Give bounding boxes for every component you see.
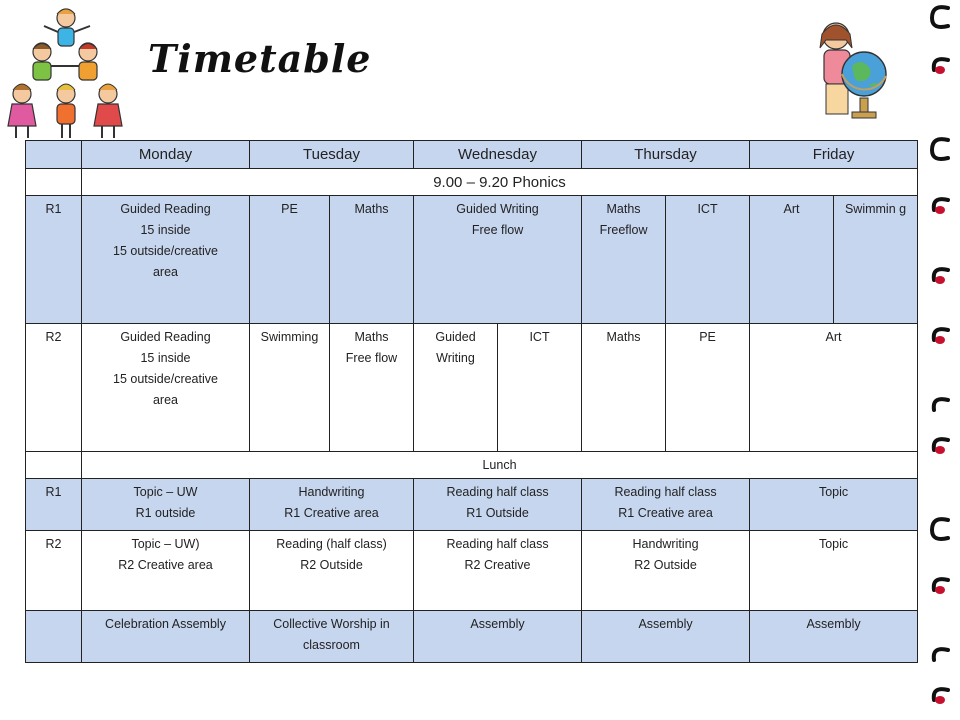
r1-swimming-cell: Swimmin g bbox=[834, 196, 918, 324]
r1-monday-cell: Guided Reading 15 inside 15 outside/creative area bbox=[82, 196, 250, 324]
day-header-tuesday: Tuesday bbox=[250, 141, 414, 169]
timetable-grid bbox=[25, 140, 918, 663]
day-header-monday: Monday bbox=[82, 141, 250, 169]
r2-ict-cell: ICT bbox=[498, 324, 582, 452]
table-row-r1-afternoon bbox=[26, 479, 918, 531]
r1-guided-writing-cell: Guided Writing Free flow bbox=[414, 196, 582, 324]
assembly-tuesday-cell: Collective Worship in classroom bbox=[250, 611, 414, 663]
page-title: Timetable bbox=[148, 36, 372, 81]
row-label-r2: R2 bbox=[26, 324, 82, 452]
row-label-r1: R1 bbox=[26, 196, 82, 324]
r1-ict-cell: ICT bbox=[666, 196, 750, 324]
day-header-thursday: Thursday bbox=[582, 141, 750, 169]
day-header-wednesday: Wednesday bbox=[414, 141, 582, 169]
row-label-r1: R1 bbox=[26, 479, 82, 531]
binder-rings-decoration bbox=[918, 0, 960, 720]
table-row-r2-afternoon bbox=[26, 531, 918, 611]
assembly-wednesday-cell: Assembly bbox=[414, 611, 582, 663]
phonics-cell: 9.00 – 9.20 Phonics bbox=[82, 169, 918, 196]
r2-art-cell: Art bbox=[750, 324, 918, 452]
r2-swimming-cell: Swimming bbox=[250, 324, 330, 452]
r2-afternoon-tuesday-cell: Reading (half class) R2 Outside bbox=[250, 531, 414, 611]
r1-afternoon-thursday-cell: Reading half class R1 Creative area bbox=[582, 479, 750, 531]
r2-afternoon-wednesday-cell: Reading half class R2 Creative bbox=[414, 531, 582, 611]
lunch-row bbox=[26, 452, 918, 479]
corner-cell bbox=[26, 141, 82, 169]
day-header-friday: Friday bbox=[750, 141, 918, 169]
assembly-thursday-cell: Assembly bbox=[582, 611, 750, 663]
r2-monday-cell: Guided Reading 15 inside 15 outside/creative area bbox=[82, 324, 250, 452]
r1-maths-cell: Maths bbox=[330, 196, 414, 324]
girl-with-globe-illustration bbox=[808, 14, 890, 126]
row-label-cell bbox=[26, 611, 82, 663]
r1-maths-freeflow-cell: Maths Freeflow bbox=[582, 196, 666, 324]
r2-guided-writing-cell: Guided Writing bbox=[414, 324, 498, 452]
r2-afternoon-friday-cell: Topic bbox=[750, 531, 918, 611]
r2-maths-cell: Maths bbox=[582, 324, 666, 452]
phonics-row bbox=[26, 169, 918, 196]
r2-afternoon-thursday-cell: Handwriting R2 Outside bbox=[582, 531, 750, 611]
assembly-monday-cell: Celebration Assembly bbox=[82, 611, 250, 663]
r1-afternoon-tuesday-cell: Handwriting R1 Creative area bbox=[250, 479, 414, 531]
lunch-cell: Lunch bbox=[82, 452, 918, 479]
r1-afternoon-friday-cell: Topic bbox=[750, 479, 918, 531]
day-header-row bbox=[26, 141, 918, 169]
table-row-r2-morning bbox=[26, 324, 918, 452]
children-pyramid-illustration bbox=[2, 4, 130, 142]
r1-art-cell: Art bbox=[750, 196, 834, 324]
r2-maths-free-flow-cell: Maths Free flow bbox=[330, 324, 414, 452]
r2-afternoon-monday-cell: Topic – UW) R2 Creative area bbox=[82, 531, 250, 611]
r2-pe-cell: PE bbox=[666, 324, 750, 452]
r1-pe-cell: PE bbox=[250, 196, 330, 324]
table-row-r1-morning bbox=[26, 196, 918, 324]
row-label-r2: R2 bbox=[26, 531, 82, 611]
r1-afternoon-monday-cell: Topic – UW R1 outside bbox=[82, 479, 250, 531]
assembly-row bbox=[26, 611, 918, 663]
row-label-cell bbox=[26, 452, 82, 479]
row-label-cell bbox=[26, 169, 82, 196]
assembly-friday-cell: Assembly bbox=[750, 611, 918, 663]
r1-afternoon-wednesday-cell: Reading half class R1 Outside bbox=[414, 479, 582, 531]
